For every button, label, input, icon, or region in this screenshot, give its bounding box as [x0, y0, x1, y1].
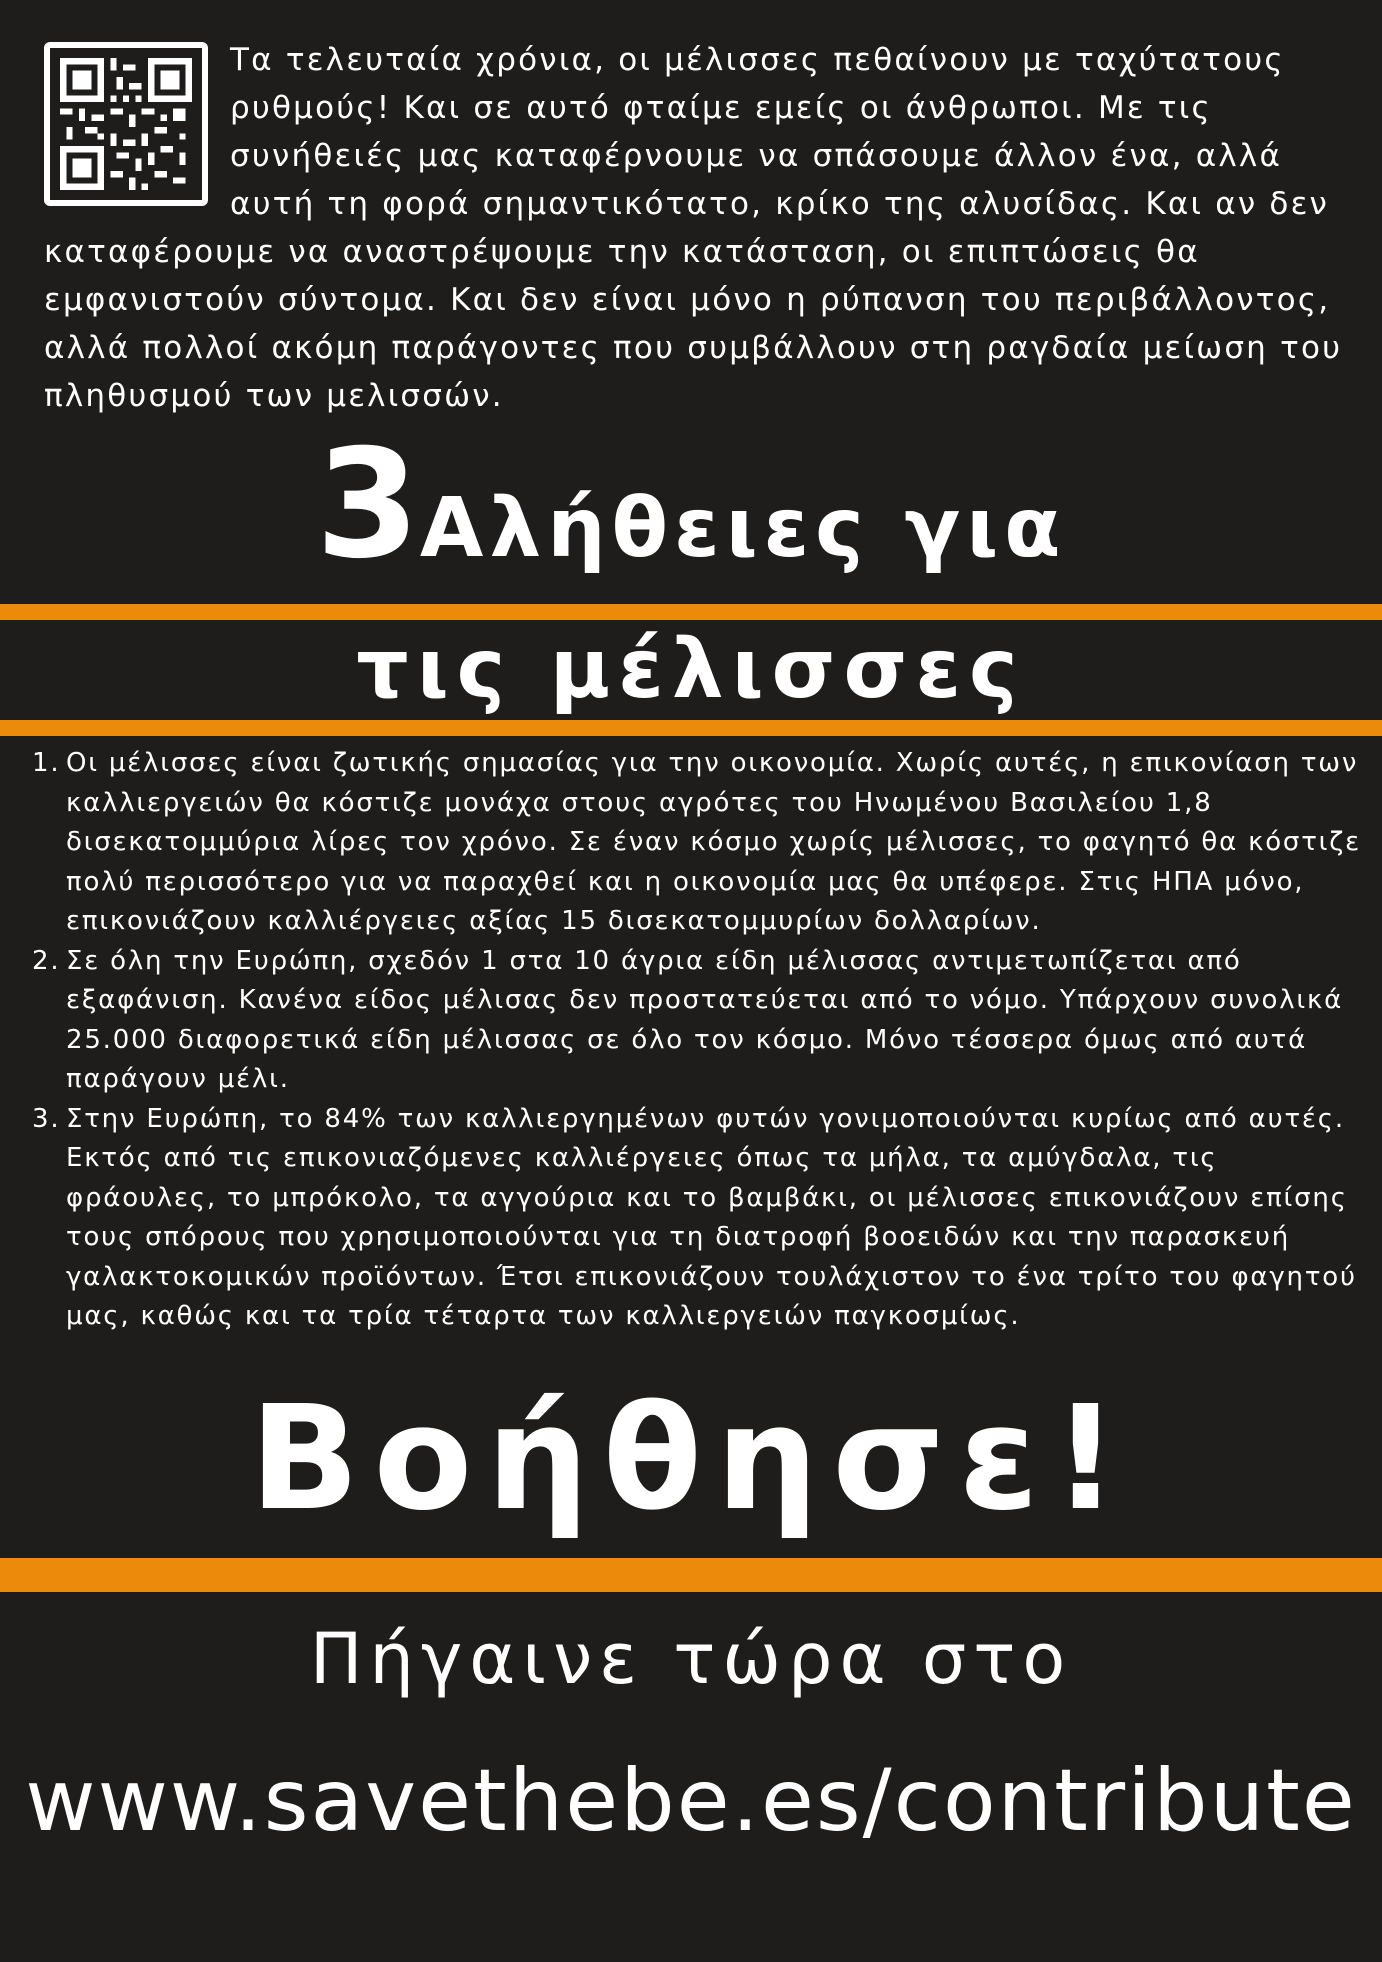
fact-number: 1.	[32, 748, 61, 778]
go-to-text: Πήγαινε τώρα στο	[309, 1618, 1073, 1700]
fact-text: Οι μέλισσες είναι ζωτικής σημασίας για την οικονομία. Χωρίς αυτές, η επικονίαση των καλλιεργειών θα κόστιζε μονάχα στους αγρότες του Ηνωμένου Βασιλείου 1,8 δισεκατομμύρια λίρες τον χρόνο. Σε έναν κόσμο χωρίς μέλισσες, το φαγητό θα κόστιζε πολύ περισσότερο για να παραχθεί και η οικονομία μας θα υπέφερε. Στις ΗΠΑ μόνο, επικονιάζουν καλλιέργειες αξίας 15 δισεκατομμυρίων δολλαρίων.	[66, 748, 1362, 936]
title-words: Αλήθειες για	[419, 481, 1067, 576]
facts-list	[32, 744, 1372, 1337]
fact-item	[32, 1100, 1372, 1337]
intro-text: Τα τελευταία χρόνια, οι μέλισσες πεθαίνουν με ταχύτατους ρυθμούς! Και σε αυτό φταίμε εμείς οι άνθρωποι. Με τις συνήθειές μας καταφέρνουμε να σπάσουμε άλλον ένα, αλλά αυτή τη φορά σημαντικότατο, κρίκο της αλυσίδας. Και αν δεν καταφέρουμε να αναστρέψουμε την κατάσταση, οι επιπτώσεις θα εμφανιστούν σύντομα. Και δεν είναι μόνο η ρύπανση του περιβάλλοντος, αλλά πολλοί ακόμη παράγοντες που συμβάλλουν στη ραγδαία μείωση του πληθυσμού των μελισσών.	[44, 42, 1343, 414]
fact-item	[32, 942, 1372, 1100]
contribute-link[interactable]: www.savethebe.es/contribute	[25, 1751, 1357, 1851]
fact-text: Σε όλη την Ευρώπη, σχεδόν 1 στα 10 άγρια είδη μέλισσας αντιμετωπίζεται από εξαφάνιση. Κανένα είδος μέλισας δεν προστατεύεται από το νόμο. Υπάρχουν συνολικά 25.000 διαφορετικά είδη μέλισσας σε όλο τον κόσμο. Μόνο τέσσερα όμως από αυτά παράγουν μέλι.	[66, 945, 1344, 1094]
title-number: 3	[315, 418, 420, 592]
title-line-2: τις μέλισσες	[356, 622, 1026, 717]
orange-divider	[0, 1558, 1382, 1592]
fact-number: 3.	[32, 1103, 61, 1134]
intro-paragraph	[44, 36, 1344, 420]
fact-number: 2.	[32, 945, 61, 976]
fact-item	[32, 744, 1372, 942]
orange-divider	[0, 720, 1382, 736]
fact-text: Στην Ευρώπη, το 84% των καλλιεργημένων φυτών γονιμοποιούνται κυρίως από αυτές. Εκτός από τις επικονιαζόμενες καλλιέργειες όπως τα μήλα, τα αμύγδαλα, τις φράουλες, το μπρόκολο, τα αγγούρια και το βαμβάκι, οι μέλισσες επικονιάζουν επίσης τους σπόρους που χρησιμοποιούνται για τη διατροφή βοοειδών και την παρασκευή γαλακτοκομικών προϊόντων. Έτσι επικονιάζουν τουλάχιστον το ένα τρίτο του φαγητού μας, καθώς και τα τρία τέταρτα των καλλιεργειών παγκοσμίως.	[66, 1103, 1357, 1331]
help-heading: Βοήθησε!	[249, 1374, 1133, 1542]
title-line-1	[0, 420, 1382, 590]
orange-divider	[0, 604, 1382, 620]
qr-code-icon[interactable]	[44, 42, 208, 206]
